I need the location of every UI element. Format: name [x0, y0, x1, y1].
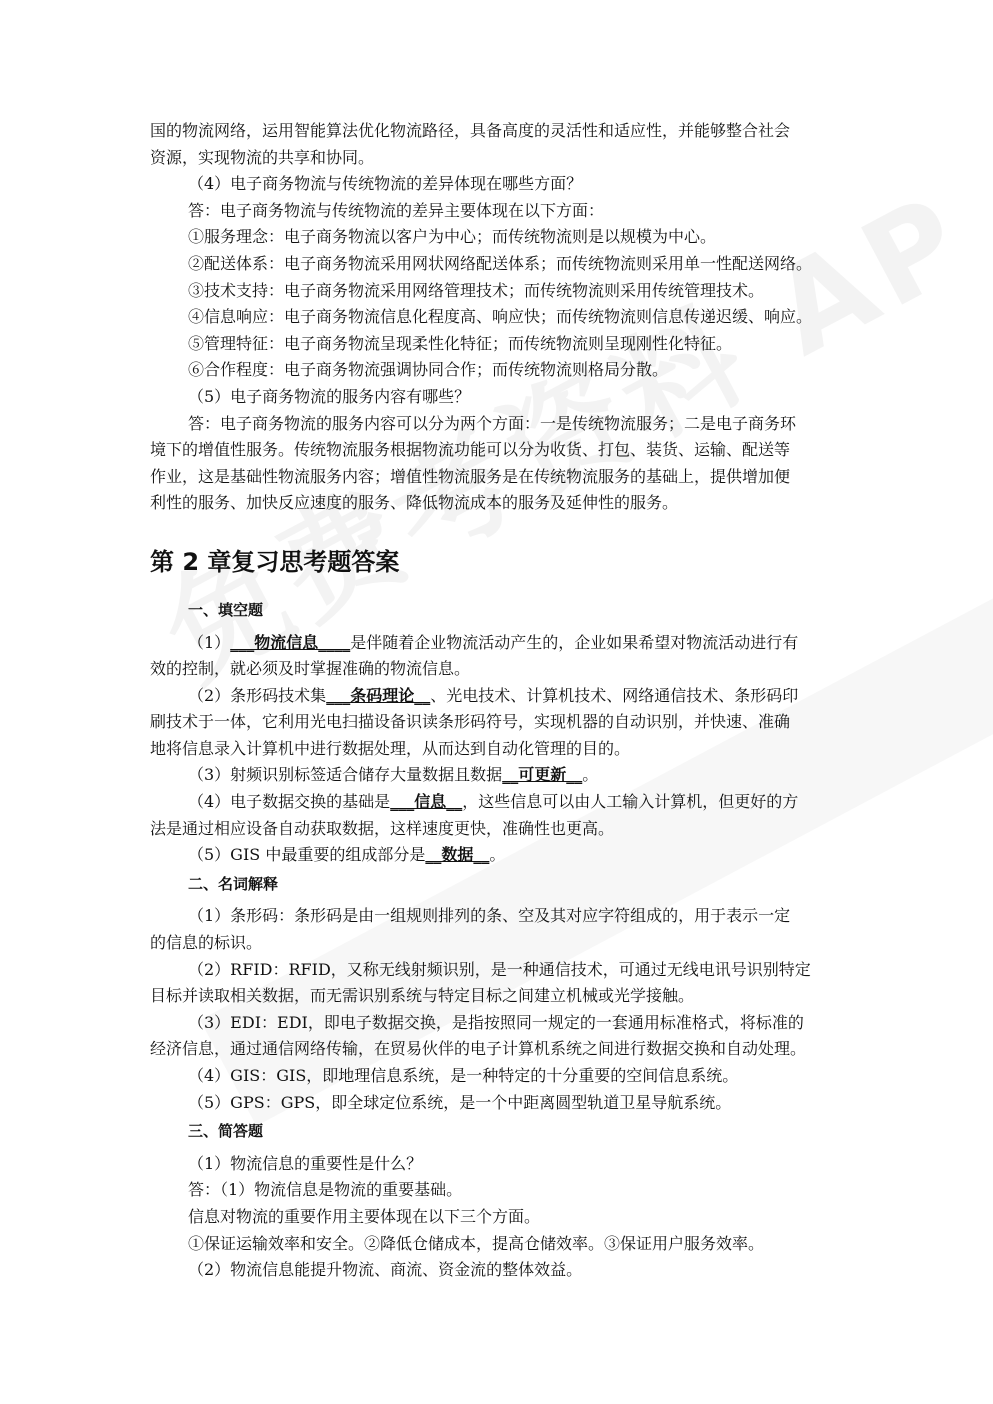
section-title-short-answer: 三、简答题 — [188, 1122, 264, 1141]
fill-answer: ___信息__ — [390, 792, 463, 812]
answer-point: ②配送体系：电子商务物流采用网状网络配送体系；而传统物流则采用单一性配送网络。 — [188, 253, 813, 273]
short-answer-line: （2）物流信息能提升物流、商流、资金流的整体效益。 — [188, 1260, 583, 1280]
q-suffix: 是伴随着企业物流活动产生的，企业如果希望对物流活动进行有 — [350, 632, 799, 652]
short-answer-line: 答：（1）物流信息是物流的重要基础。 — [188, 1180, 463, 1200]
fill-question-2-cont: 刷技术于一体，它利用光电扫描设备识读条形码符号，实现机器的自动识别，并快速、准确 — [150, 712, 791, 732]
answer-point: ④信息响应：电子商务物流信息化程度高、响应快；而传统物流则信息传递迟缓、响应。 — [188, 307, 813, 327]
answer-5-line: 境下的增值性服务。传统物流服务根据物流功能可以分为收货、打包、装货、运输、配送等 — [150, 440, 791, 460]
fill-answer: __数据__ — [425, 845, 490, 865]
fill-question-5 — [150, 842, 843, 869]
section-title-fill-blank: 一、填空题 — [188, 600, 264, 619]
term-line: 经济信息，通过通信网络传输，在贸易伙伴的电子计算机系统之间进行数据交换和自动处理。 — [150, 1039, 807, 1059]
intro-line: 国的物流网络，运用智能算法优化物流路径，具备高度的灵活性和适应性，并能够整合社会 — [150, 121, 791, 140]
question-4: （4）电子商务物流与传统物流的差异体现在哪些方面？ — [188, 174, 583, 194]
q-suffix: 。 — [489, 845, 506, 865]
answer-point: ⑤管理特征：电子商务物流呈现柔性化特征；而传统物流则呈现刚性化特征。 — [188, 333, 733, 353]
answer-point: ③技术支持：电子商务物流采用网络管理技术；而传统物流则采用传统管理技术。 — [188, 280, 765, 300]
term-line: 目标并读取相关数据，而无需识别系统与特定目标之间建立机械或光学接触。 — [150, 986, 695, 1006]
fill-question-3 — [150, 762, 843, 789]
q-suffix: 、光电技术、计算机技术、网络通信技术、条形码印 — [430, 685, 799, 705]
chapter-title: 第 2 章复习思考题答案 — [150, 547, 400, 576]
fill-answer: ___物流信息____ — [230, 632, 351, 652]
fill-question-1-cont: 效的控制，就必须及时掌握准确的物流信息。 — [150, 659, 471, 679]
fill-question-4-cont: 法是通过相应设备自动获取数据，这样速度更快，准确性也更高。 — [150, 818, 615, 838]
intro-line: 资源，实现物流的共享和协同。 — [150, 147, 375, 167]
answer-point: ⑥合作程度：电子商务物流强调协同合作；而传统物流则格局分散。 — [188, 360, 669, 380]
answer-4: 答：电子商务物流与传统物流的差异主要体现在以下方面： — [188, 200, 605, 220]
answer-point: ①服务理念：电子商务物流以客户为中心；而传统物流则是以规模为中心。 — [188, 227, 717, 247]
fill-answer: ___条码理论__ — [326, 685, 431, 705]
document-page — [150, 118, 843, 1284]
term-line: 的信息的标识。 — [150, 933, 263, 953]
q-suffix: ，这些信息可以由人工输入计算机，但更好的方 — [462, 792, 799, 812]
answer-5-line: 作业，这是基础性物流服务内容；增值性物流服务是在传统物流服务的基础上，提供增加便 — [150, 466, 791, 486]
fill-answer: __可更新__ — [502, 765, 583, 785]
short-answer-line: （1）物流信息的重要性是什么？ — [188, 1153, 423, 1173]
section-title-terms: 二、名词解释 — [188, 874, 279, 893]
answer-5-line: 答：电子商务物流的服务内容可以分为两个方面：一是传统物流服务；二是电子商务环 — [188, 413, 797, 433]
fill-question-1 — [150, 630, 843, 657]
q-prefix: （2）条形码技术集 — [188, 685, 327, 705]
fill-question-2-cont: 地将信息录入计算机中进行数据处理，从而达到自动化管理的目的。 — [150, 738, 631, 758]
fill-question-2 — [150, 683, 843, 710]
terms-list — [150, 903, 843, 1116]
answer-5-line: 利性的服务、加快反应速度的服务、降低物流成本的服务及延伸性的服务。 — [150, 493, 679, 513]
short-answer-line: ①保证运输效率和安全。②降低仓储成本，提高仓储效率。③保证用户服务效率。 — [188, 1233, 765, 1253]
short-answer-line: 信息对物流的重要作用主要体现在以下三个方面。 — [188, 1206, 541, 1226]
fill-question-4 — [150, 789, 843, 816]
term-line: （4）GIS：GIS，即地理信息系统，是一种特定的十分重要的空间信息系统。 — [188, 1066, 739, 1085]
q-prefix: （4）电子数据交换的基础是 — [188, 792, 391, 812]
term-line: （3）EDI：EDI，即电子数据交换，是指按照同一规定的一套通用标准格式，将标准的 — [188, 1012, 804, 1032]
term-line: （2）RFID：RFID，又称无线射频识别，是一种通信技术，可通过无线电讯号识别特定 — [188, 959, 811, 979]
q-prefix: （5）GIS 中最重要的组成部分是 — [188, 845, 426, 865]
q-suffix: 。 — [582, 765, 599, 785]
q-prefix: （1） — [188, 632, 231, 652]
question-5: （5）电子商务物流的服务内容有哪些？ — [188, 386, 471, 406]
q-prefix: （3）射频识别标签适合储存大量数据且数据 — [188, 765, 503, 785]
term-line: （1）条形码：条形码是由一组规则排列的条、空及其对应字符组成的，用于表示一定 — [188, 906, 791, 926]
term-line: （5）GPS：GPS，即全球定位系统，是一个中距离圆型轨道卫星导航系统。 — [188, 1092, 732, 1112]
